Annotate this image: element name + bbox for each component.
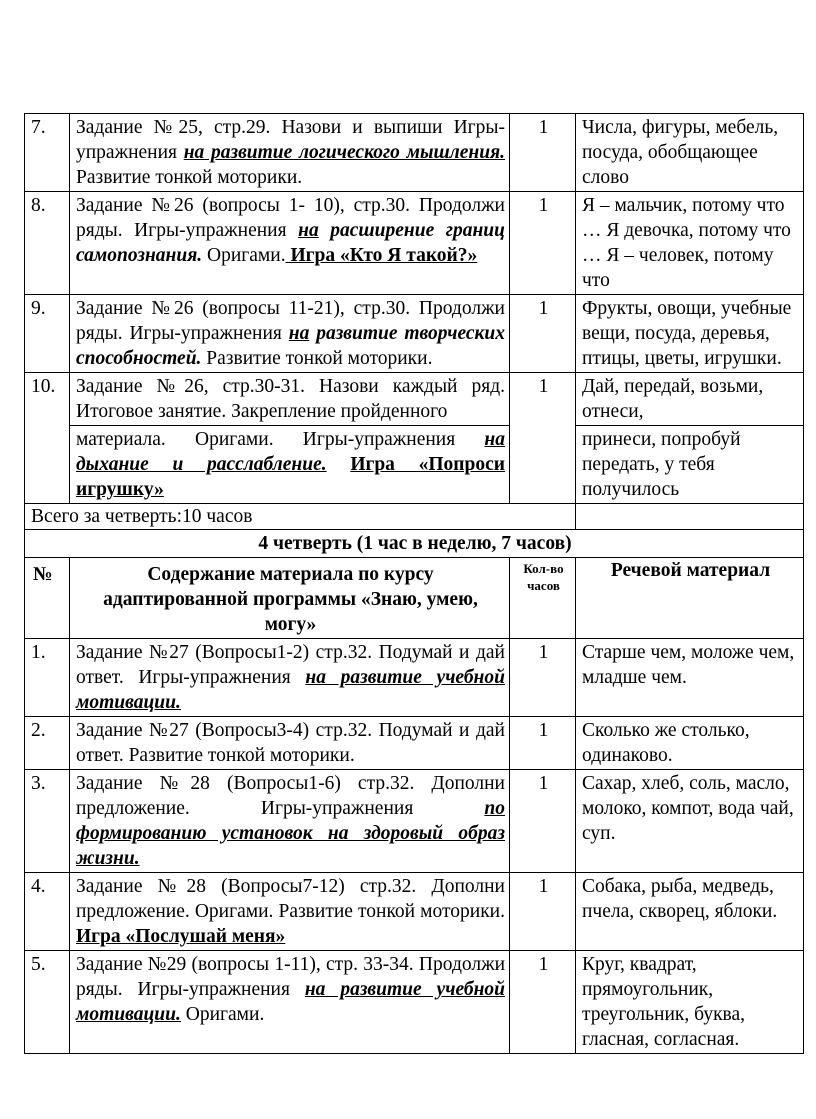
text-run: расширение границ самопознания. — [76, 220, 505, 266]
text-run: Задание №28 (Вопросы1-6) стр.32. Дополни предложение. Игры-упражнения — [76, 773, 505, 819]
text-run: на развитие логического мышления. — [183, 142, 505, 163]
quarter-row — [25, 530, 804, 558]
text-run: Игра «Кто Я такой?» — [285, 245, 478, 266]
row-hours: 1 — [510, 951, 576, 1054]
row-hours: 1 — [510, 114, 576, 192]
header-hours: Кол-во часов — [510, 558, 576, 639]
row-number: 4. — [25, 873, 70, 951]
header-content: Содержание материала по курсу адаптированной программы «Знаю, умею, могу» — [70, 558, 510, 639]
row-number: 1. — [25, 639, 70, 717]
row-speech: Я – мальчик, потому что … Я девочка, потому что … Я – человек, потому что — [576, 192, 804, 295]
total-row — [25, 504, 804, 530]
row-number: 2. — [25, 717, 70, 770]
row-content — [70, 639, 510, 717]
row-speech: Фрукты, овощи, учебные вещи, посуда, деревья, птицы, цветы, игрушки. — [576, 295, 804, 373]
text-run — [319, 220, 331, 241]
row-speech: Числа, фигуры, мебель, посуда, обобщающее слово — [576, 114, 804, 192]
text-run: Задание №26 (вопросы 11-21), стр.30. Продолжи ряды. Игры-упражнения — [76, 298, 505, 344]
text-run: Задание №26, стр.30-31. Назови каждый ряд. Итоговое занятие. Закрепление пройденного — [76, 376, 505, 422]
quarter-title: 4 четверть (1 час в неделю, 7 часов) — [25, 530, 804, 558]
row-hours: 1 — [510, 639, 576, 717]
row-speech-bottom: принеси, попробуй передать, у тебя получилось — [576, 426, 804, 504]
text-run: Задание №28 (Вопросы7-12) стр.32. Дополни предложение. Оригами. Развитие тонкой моторики. — [76, 876, 505, 922]
row-content — [70, 873, 510, 951]
row-speech: Сахар, хлеб, соль, масло, молоко, компот, вода чай, суп. — [576, 770, 804, 873]
row-number: 8. — [25, 192, 70, 295]
text-run: материала. Оригами. Игры-упражнения — [76, 429, 485, 450]
text-run: на развитие учебной мотивации. — [76, 667, 505, 713]
text-run: на — [288, 323, 310, 344]
total-hours: Всего за четверть:10 часов — [25, 504, 576, 530]
text-run: Игра «Послушай меня» — [76, 926, 286, 947]
text-run: Задание №27 (Вопросы1-2) стр.32. Подумай и дай ответ. Игры-упражнения — [76, 642, 505, 688]
row-speech: Сколько же столько, одинаково. — [576, 717, 804, 770]
table-row — [25, 873, 804, 951]
table-row — [25, 639, 804, 717]
table-row — [25, 295, 804, 373]
text-run: Задание №26 (вопросы 1- 10), стр.30. Продолжи ряды. Игры-упражнения — [76, 195, 505, 241]
row-number: 3. — [25, 770, 70, 873]
header-speech: Речевой материал — [576, 558, 804, 639]
text-run: Оригами. — [180, 1004, 265, 1025]
header-num: № — [25, 558, 70, 639]
row-number: 9. — [25, 295, 70, 373]
text-run: Развитие тонкой моторики. — [76, 167, 303, 188]
row-speech: Собака, рыба, медведь, пчела, скворец, яблоки. — [576, 873, 804, 951]
row-hours: 1 — [510, 873, 576, 951]
row-content — [70, 717, 510, 770]
header-row — [25, 558, 804, 639]
text-run: развитие творческих способностей. — [76, 323, 506, 369]
text-run: Развитие тонкой моторики. — [201, 348, 433, 369]
row-content-bottom — [70, 426, 510, 504]
row-hours: 1 — [510, 295, 576, 373]
total-empty — [576, 504, 804, 530]
text-run: Задание №27 (Вопросы3-4) стр.32. Подумай и дай ответ. Развитие тонкой моторики. — [76, 720, 505, 766]
table-row — [25, 770, 804, 873]
table-row-10-top — [25, 373, 804, 426]
row-content — [70, 951, 510, 1054]
row-hours: 1 — [510, 717, 576, 770]
row-number: 7. — [25, 114, 70, 192]
table-row — [25, 717, 804, 770]
text-run: Игра «Попроси игрушку» — [76, 454, 505, 500]
text-run: по формированию установок на здоровый образ жизни. — [76, 798, 505, 869]
table-row — [25, 114, 804, 192]
row-number: 10. — [25, 373, 70, 504]
row-content-top — [70, 373, 510, 426]
quarter4-rows — [25, 639, 804, 1054]
row-hours: 1 — [510, 770, 576, 873]
text-run: на развитие учебной мотивации. — [76, 979, 505, 1025]
row-content — [70, 295, 510, 373]
row-number: 5. — [25, 951, 70, 1054]
table-row — [25, 192, 804, 295]
row-speech-top: Дай, передай, возьми, отнеси, — [576, 373, 804, 426]
row-content — [70, 770, 510, 873]
row-content — [70, 192, 510, 295]
curriculum-table — [24, 113, 804, 1054]
table-row — [25, 951, 804, 1054]
text-run: на — [298, 220, 319, 241]
text-run: на дыхание и расслабление. — [76, 429, 505, 475]
text-run: Задание №25, стр.29. Назови и выпиши Игры-упражнения — [76, 117, 505, 163]
row-hours: 1 — [510, 373, 576, 504]
row-hours: 1 — [510, 192, 576, 295]
row-speech: Старше чем, моложе чем, младше чем. — [576, 639, 804, 717]
row-speech: Круг, квадрат, прямоугольник, треугольник, буква, гласная, согласная. — [576, 951, 804, 1054]
text-run — [327, 454, 351, 475]
text-run: Оригами. — [202, 245, 286, 266]
row-content — [70, 114, 510, 192]
table-row-10-bottom — [25, 426, 804, 504]
text-run: Задание №29 (вопросы 1-11), стр. 33-34. Продолжи ряды. Игры-упражнения — [76, 954, 505, 1000]
quarter3-rows — [25, 114, 804, 373]
